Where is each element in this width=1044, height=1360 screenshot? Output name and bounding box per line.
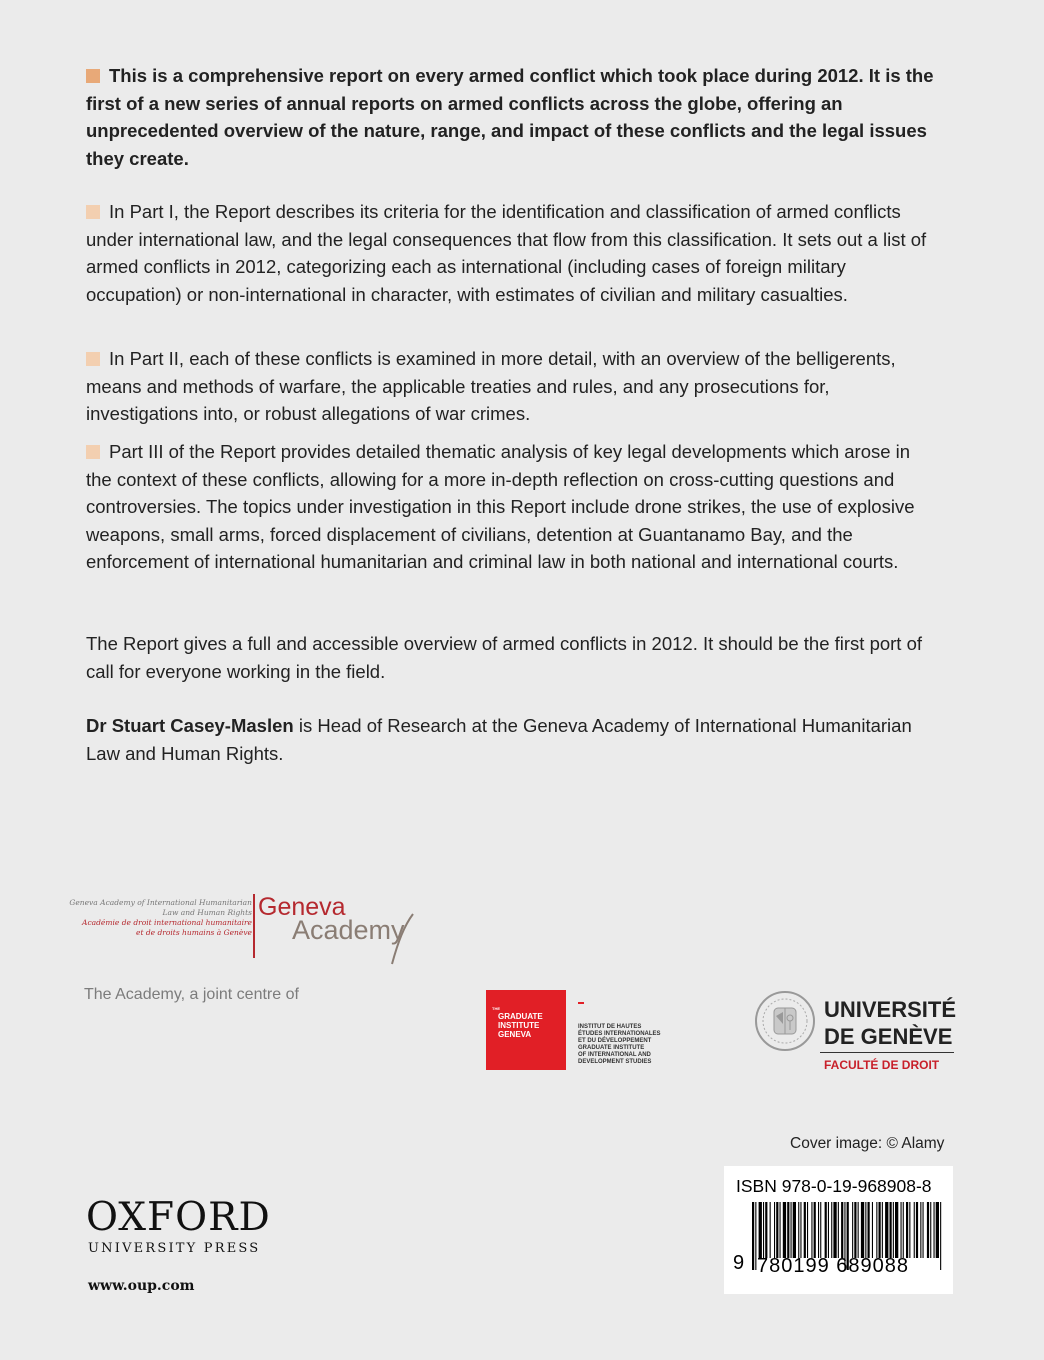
geneva-academy-divider (253, 894, 255, 958)
geneva-academy-subtitle: Geneva Academy of International Humanitarian Law and Human Rights Académie de droit international humanitaire et de droits humains à Genève (69, 898, 252, 937)
isbn-label: ISBN 978-0-19-968908-8 (736, 1176, 932, 1196)
author-name: Dr Stuart Casey-Maslen (86, 715, 294, 736)
barcode-bar (868, 1202, 870, 1258)
barcode-bar (831, 1202, 832, 1258)
barcode-bar (783, 1202, 786, 1258)
barcode-bar (920, 1202, 921, 1258)
barcode-bar (879, 1202, 881, 1258)
part2-text: In Part II, each of these conflicts is examined in more detail, with an overview of the belligerents, means and methods of warfare, the applicable treaties and rules, and any prosecutions for, investigations into, or robust allegations of war crimes. (86, 348, 896, 424)
unige-faculty: FACULTÉ DE DROIT (824, 1058, 940, 1072)
barcode-bar (818, 1202, 819, 1258)
barcode-bar (776, 1202, 778, 1258)
barcode-bar (914, 1202, 915, 1258)
barcode-bar (800, 1202, 801, 1258)
barcode-bar (927, 1202, 929, 1258)
barcode-bar (798, 1202, 799, 1258)
barcode-bar (934, 1202, 935, 1258)
isbn-barcode-box (724, 1166, 953, 1294)
bullet-square (86, 445, 100, 459)
oxford-logo: OXFORD (86, 1195, 271, 1240)
barcode-bar (814, 1202, 816, 1258)
barcode-bar (916, 1202, 918, 1258)
barcode-bar (838, 1202, 839, 1258)
barcode-bar (909, 1202, 910, 1258)
barcode-bar (930, 1202, 931, 1258)
barcode-bar (811, 1202, 812, 1258)
barcode-bar (893, 1202, 894, 1258)
cover-image-credit: Cover image: © Alamy (790, 1135, 945, 1152)
barcode-bar (793, 1202, 796, 1258)
barcode-bar (804, 1202, 806, 1258)
barcode-bar (828, 1202, 829, 1258)
part1-text: In Part I, the Report describes its criteria for the identification and classification of armed conflicts under international law, and the legal consequences that flow from this classification. It sets out a list of armed conflicts in 2012, categorizing each as international (including cases of foreign military occupation) or non-international in character, with estimates of civilian and military casualties. (86, 201, 927, 305)
barcode-bar (763, 1202, 764, 1258)
bullet-square (86, 205, 100, 219)
barcode-bar (890, 1202, 892, 1258)
unige-seal-icon (754, 990, 816, 1052)
barcode-bar (865, 1202, 866, 1258)
barcode-bar (901, 1202, 902, 1258)
graduate-institute-text: INSTITUT DE HAUTES ÉTUDES INTERNATIONALES ET DU DÉVELOPPEMENT GRADUATE INSTITUTE OF INTERNATIONAL AND DEVELOPMENT STUDIES (578, 1024, 661, 1065)
barcode-bar (903, 1202, 904, 1258)
barcode-digits: 780199 689088 (757, 1255, 910, 1277)
barcode-lead-digit: 9 (733, 1252, 745, 1274)
bullet-square (86, 352, 100, 366)
bullet-square (86, 69, 100, 83)
barcode-bar (765, 1202, 767, 1258)
part1-paragraph (86, 198, 936, 308)
barcode-bar (906, 1202, 908, 1258)
geneva-academy-logo-academy: Academy (292, 915, 405, 945)
barcode-bar (780, 1202, 781, 1258)
barcode-bar (825, 1202, 827, 1258)
barcode-bar (854, 1202, 856, 1258)
barcode-bar (759, 1202, 762, 1258)
joint-centre-text: The Academy, a joint centre of (84, 986, 299, 1003)
barcode-bar (882, 1202, 883, 1258)
barcode-bar (807, 1202, 808, 1258)
barcode-bar (872, 1202, 873, 1258)
barcode-bar (936, 1202, 939, 1258)
geneva-academy-logo-geneva: Geneva (258, 893, 346, 921)
academy-swoosh-icon (388, 912, 414, 966)
barcode-bar (820, 1202, 821, 1258)
barcode-bar (861, 1202, 864, 1258)
part2-paragraph (86, 345, 936, 428)
author-paragraph (86, 712, 936, 767)
unige-name: UNIVERSITÉ DE GENÈVE (824, 997, 957, 1049)
barcode-bar (876, 1202, 877, 1258)
author-bio: is Head of Research at the Geneva Academy of International Humanitarian Law and Human Rights. (86, 715, 912, 764)
publisher-url[interactable]: www.oup.com (88, 1278, 195, 1294)
barcode-bar (752, 1202, 754, 1270)
barcode-bar (858, 1202, 859, 1258)
barcode-bar (787, 1202, 789, 1258)
graduate-institute-dash (578, 1002, 584, 1004)
part3-text: Part III of the Report provides detailed thematic analysis of key legal developments which arose in the context of these conflicts, allowing for a more in-depth reflection on cross-cutting questions and controversies. The topics under investigation in this Report include drone strikes, the use of explosive weapons, small arms, forced displacement of civilians, detention at Guantanamo Bay, and the enforcement of international humanitarian and criminal law in both national and international courts. (86, 441, 915, 572)
part3-paragraph (86, 438, 936, 576)
intro-text: This is a comprehensive report on every armed conflict which took place during 2012. It is the first of a new series of annual reports on armed conflicts across the globe, offering an unprecedented overview of the nature, range, and impact of these conflicts and the legal issues they create. (86, 65, 934, 169)
barcode-bar (852, 1202, 853, 1258)
barcode-bar (791, 1202, 792, 1258)
barcode-bar (770, 1202, 771, 1258)
barcode-bar (895, 1202, 898, 1258)
barcode-bar (923, 1202, 924, 1258)
graduate-institute-logo: THE GRADUATE INSTITUTE GENEVA (486, 990, 566, 1070)
unige-divider (820, 1052, 954, 1053)
barcode-bar (774, 1202, 775, 1258)
barcode-bar (833, 1202, 836, 1258)
intro-paragraph (86, 62, 936, 172)
summary-paragraph: The Report gives a full and accessible overview of armed conflicts in 2012. It should be the first port of call for everyone working in the field. (86, 633, 923, 682)
oxford-subtitle: UNIVERSITY PRESS (88, 1241, 261, 1256)
barcode-bar (841, 1202, 843, 1258)
barcode-bar (885, 1202, 888, 1258)
